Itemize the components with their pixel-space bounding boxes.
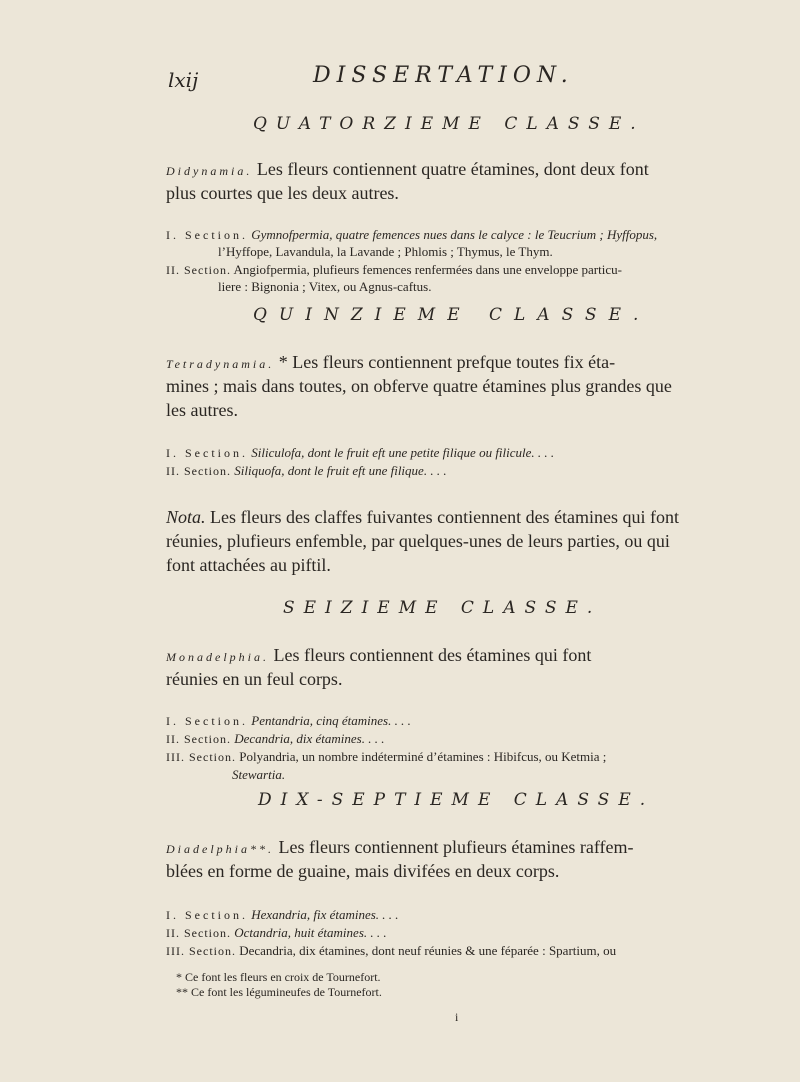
class-14-section-2	[166, 261, 622, 279]
class-16-section-2	[166, 730, 384, 748]
footnote-2: ** Ce font les légumineufes de Tournefort.	[176, 985, 382, 999]
class-16-paragraph-line-2: réunies en un feul corps.	[166, 669, 343, 689]
class-14-latin-name: Didynamia.	[166, 164, 253, 178]
class-15-paragraph-line-1	[166, 350, 615, 376]
section-label: III. Section.	[166, 750, 236, 764]
section-label: II. Section.	[166, 263, 231, 277]
class-14-section-2-cont: liere : Bignonia ; Vitex, ou Agnus-caftus.	[218, 279, 432, 294]
class-15-heading: QUINZIEME CLASSE.	[253, 305, 651, 325]
section-label: II. Section.	[166, 732, 231, 746]
section-label: I. Section.	[166, 908, 248, 922]
class-17-section-1	[166, 906, 399, 924]
class-17-section-3	[166, 942, 616, 960]
class-16-heading: SEIZIEME CLASSE.	[283, 598, 602, 618]
class-15-paragraph-line-2: mines ; mais dans toutes, on obferve quatre étamines plus grandes que	[166, 376, 672, 396]
class-15-paragraph-line-3: les autres.	[166, 400, 238, 420]
class-14-heading: QUATORZIEME CLASSE.	[253, 114, 645, 134]
class-14-paragraph-line-1	[166, 157, 649, 183]
nota-text-1: Les fleurs des claffes fuivantes contiennent des étamines qui font	[205, 507, 680, 527]
class-16-section-3-cont: Stewartia.	[232, 767, 286, 782]
class-17-heading: DIX-SEPTIEME CLASSE.	[258, 790, 655, 810]
class-17-paragraph-line-2: blées en forme de guaine, mais divifées en deux corps.	[166, 861, 560, 881]
section-text: Gymnofpermia, quatre femences nues dans le calyce : le Teucrium ; Hyffopus,	[251, 227, 658, 242]
signature-mark: i	[455, 1010, 459, 1024]
section-label: I. Section.	[166, 714, 248, 728]
nota-line-1	[166, 505, 679, 529]
class-17-section-2	[166, 924, 387, 942]
class-15-section-2	[166, 462, 447, 480]
class-15-latin-name: Tetradynamia.	[166, 357, 275, 371]
nota-line-3: font attachées au piftil.	[166, 555, 331, 575]
section-label: I. Section.	[166, 228, 248, 242]
section-label: II. Section.	[166, 464, 231, 478]
footnote-1: * Ce font les fleurs en croix de Tournefort.	[176, 970, 381, 984]
class-15-text-1: * Les fleurs contiennent prefque toutes fix éta-	[274, 352, 616, 372]
section-label: I. Section.	[166, 446, 248, 460]
class-15-section-1	[166, 444, 554, 462]
section-text: Angiofpermia, plufieurs femences renfermées dans une enveloppe particu-	[233, 262, 622, 277]
section-text: Decandria, dix étamines, dont neuf réunies & une féparée : Spartium, ou	[239, 943, 617, 958]
class-16-section-3	[166, 748, 606, 766]
class-17-paragraph-line-1	[166, 835, 634, 861]
class-14-paragraph-line-2: plus courtes que les deux autres.	[166, 183, 399, 203]
nota-label: Nota.	[166, 507, 206, 527]
class-16-latin-name: Monadelphia.	[166, 650, 269, 664]
running-title: DISSERTATION.	[313, 63, 574, 88]
section-text: Siliculofa, dont le fruit eft une petite filique ou filicule. . . .	[251, 445, 555, 460]
section-text: Siliquofa, dont le fruit eft une filique. . . .	[234, 463, 447, 478]
class-17-text-1: Les fleurs contiennent plufieurs étamines raffem-	[274, 837, 634, 857]
class-16-section-1	[166, 712, 411, 730]
folio-number: lxij	[168, 68, 199, 92]
class-16-paragraph-line-1	[166, 643, 591, 669]
class-14-section-1-cont: l’Hyffope, Lavandula, la Lavande ; Phlomis ; Thymus, le Thym.	[218, 244, 553, 259]
section-label: II. Section.	[166, 926, 231, 940]
class-14-section-1	[166, 226, 657, 244]
section-text: Octandria, huit étamines. . . .	[234, 925, 387, 940]
nota-line-2: réunies, plufieurs enfemble, par quelques-unes de leurs parties, ou qui	[166, 531, 670, 551]
section-text: Hexandria, fix étamines. . . .	[251, 907, 399, 922]
section-text: Decandria, dix étamines. . . .	[234, 731, 385, 746]
section-text: Pentandria, cinq étamines. . . .	[251, 713, 411, 728]
section-label: III. Section.	[166, 944, 236, 958]
class-16-text-1: Les fleurs contiennent des étamines qui font	[269, 645, 592, 665]
class-14-text-1: Les fleurs contiennent quatre étamines, dont deux font	[252, 159, 649, 179]
class-17-latin-name: Diadelphia**.	[166, 842, 274, 856]
section-text: Polyandria, un nombre indéterminé d’étamines : Hibifcus, ou Ketmia ;	[239, 749, 607, 764]
